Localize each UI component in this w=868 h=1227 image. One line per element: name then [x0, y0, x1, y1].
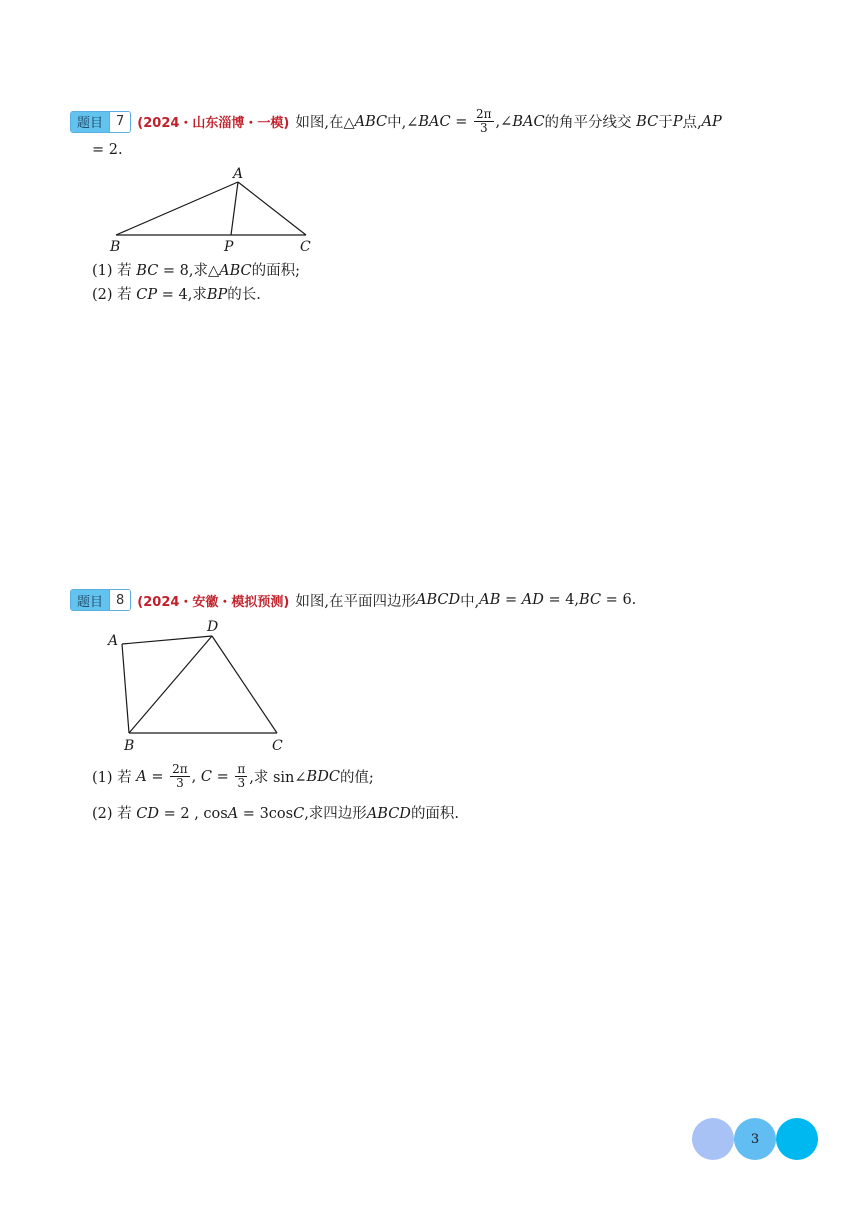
vertex-label-c: C	[300, 239, 311, 255]
stem-text: ,∠	[495, 113, 513, 130]
stem-text: 如图,在平面四边形	[295, 593, 416, 610]
vertex-label-b: B	[110, 239, 121, 255]
math-var: BAC	[512, 113, 545, 130]
part-text: 的面积.	[410, 806, 460, 822]
math-var: A	[227, 806, 239, 822]
question-7-part-2	[92, 283, 261, 304]
stem-text: = 6.	[601, 592, 637, 608]
question-number: 8	[109, 590, 130, 610]
fraction-2pi-3	[474, 108, 494, 135]
stem-text: 的角平分线交	[544, 115, 637, 131]
math-var: CP	[136, 287, 158, 303]
segment-ab	[122, 644, 129, 733]
part-text: ,	[191, 768, 201, 785]
stem-text: 点,	[682, 115, 702, 131]
math-var: AD	[521, 592, 544, 608]
stem-text: 中,	[460, 593, 480, 610]
segment-dc	[212, 636, 277, 733]
segment-ab	[116, 182, 238, 235]
math-var: ABCD	[366, 806, 411, 822]
segment-ac	[238, 182, 306, 235]
part-text: ,求四边形	[304, 806, 367, 822]
page-dot-left	[692, 1118, 734, 1160]
part-text: (1) 若	[92, 263, 137, 279]
fraction-numerator: π	[237, 762, 246, 776]
math-var: BC	[579, 592, 602, 608]
question-7-tag	[70, 111, 131, 133]
vertex-label-a: A	[233, 166, 244, 182]
vertex-label-a: A	[108, 633, 119, 649]
quadrilateral-abcd-figure	[100, 612, 300, 758]
part-text: =	[211, 768, 234, 785]
fraction-2pi-3	[170, 763, 190, 790]
math-var: BDC	[306, 768, 340, 785]
vertex-label-b: B	[124, 738, 135, 754]
question-tag-label: 题目	[71, 112, 109, 132]
triangle-abc-figure	[100, 163, 330, 255]
math-var: ABC	[219, 263, 252, 279]
segment-ad	[122, 636, 212, 644]
math-var: C	[293, 806, 305, 822]
part-text: = 4,求	[157, 287, 207, 303]
segment-ap	[231, 182, 238, 235]
question-7-stem	[70, 108, 810, 135]
vertex-label-c: C	[272, 738, 283, 754]
math-var: ABCD	[415, 592, 461, 608]
page-indicator	[692, 1118, 822, 1162]
part-text: = 2 , cos	[159, 806, 228, 822]
part-text: (2) 若	[92, 287, 137, 303]
fraction-denominator: 3	[176, 776, 184, 790]
question-8	[70, 589, 810, 611]
fraction-numerator: 2π	[172, 762, 188, 776]
part-text: = 8,求△	[158, 263, 220, 279]
part-text: = 3cos	[238, 806, 294, 822]
question-8-part-2	[92, 802, 459, 823]
vertex-label-p: P	[224, 239, 234, 255]
question-8-tag	[70, 589, 131, 611]
part-text: ,求 sin∠	[249, 770, 307, 786]
stem-text: =	[500, 592, 522, 608]
math-var: AP	[701, 113, 722, 130]
math-var: C	[200, 768, 212, 785]
part-text: (1) 若	[92, 770, 137, 786]
question-source: (2024・安徽・模拟预测)	[137, 594, 290, 610]
question-8-stem	[70, 589, 810, 611]
fraction-pi-3	[235, 763, 247, 790]
math-var: BAC	[418, 113, 451, 130]
question-7	[70, 108, 810, 135]
math-var: A	[136, 768, 147, 785]
vertex-label-d: D	[207, 619, 219, 635]
question-8-part-1	[92, 763, 374, 790]
math-var: BC	[136, 263, 159, 279]
math-var: P	[672, 113, 683, 130]
page-number: 3	[734, 1118, 776, 1160]
stem-text: 于	[658, 115, 673, 131]
part-text: =	[146, 768, 169, 785]
question-7-stem-continued: = 2.	[92, 142, 123, 158]
fraction-denominator: 3	[237, 776, 246, 790]
stem-text: 如图,在△	[295, 115, 355, 131]
segment-bd	[129, 636, 212, 733]
question-number: 7	[109, 112, 130, 132]
fraction-numerator: 2π	[476, 107, 492, 121]
stem-text: = 4,	[543, 592, 580, 608]
part-text: 的面积;	[251, 263, 301, 279]
part-text: (2) 若	[92, 806, 137, 822]
page-dot-right	[776, 1118, 818, 1160]
stem-text: 中,∠	[387, 115, 419, 131]
part-text: 的长.	[227, 287, 261, 303]
math-var: BP	[206, 287, 228, 303]
question-7-part-1	[92, 259, 300, 280]
part-text: 的值;	[339, 770, 374, 786]
math-var: AB	[479, 592, 501, 608]
math-var: CD	[136, 806, 159, 822]
question-tag-label: 题目	[71, 590, 109, 610]
math-var: ABC	[354, 113, 388, 130]
stem-text: =	[450, 113, 473, 130]
question-source: (2024・山东淄博・一模)	[137, 116, 290, 131]
math-var: BC	[636, 113, 659, 130]
fraction-denominator: 3	[479, 121, 488, 135]
